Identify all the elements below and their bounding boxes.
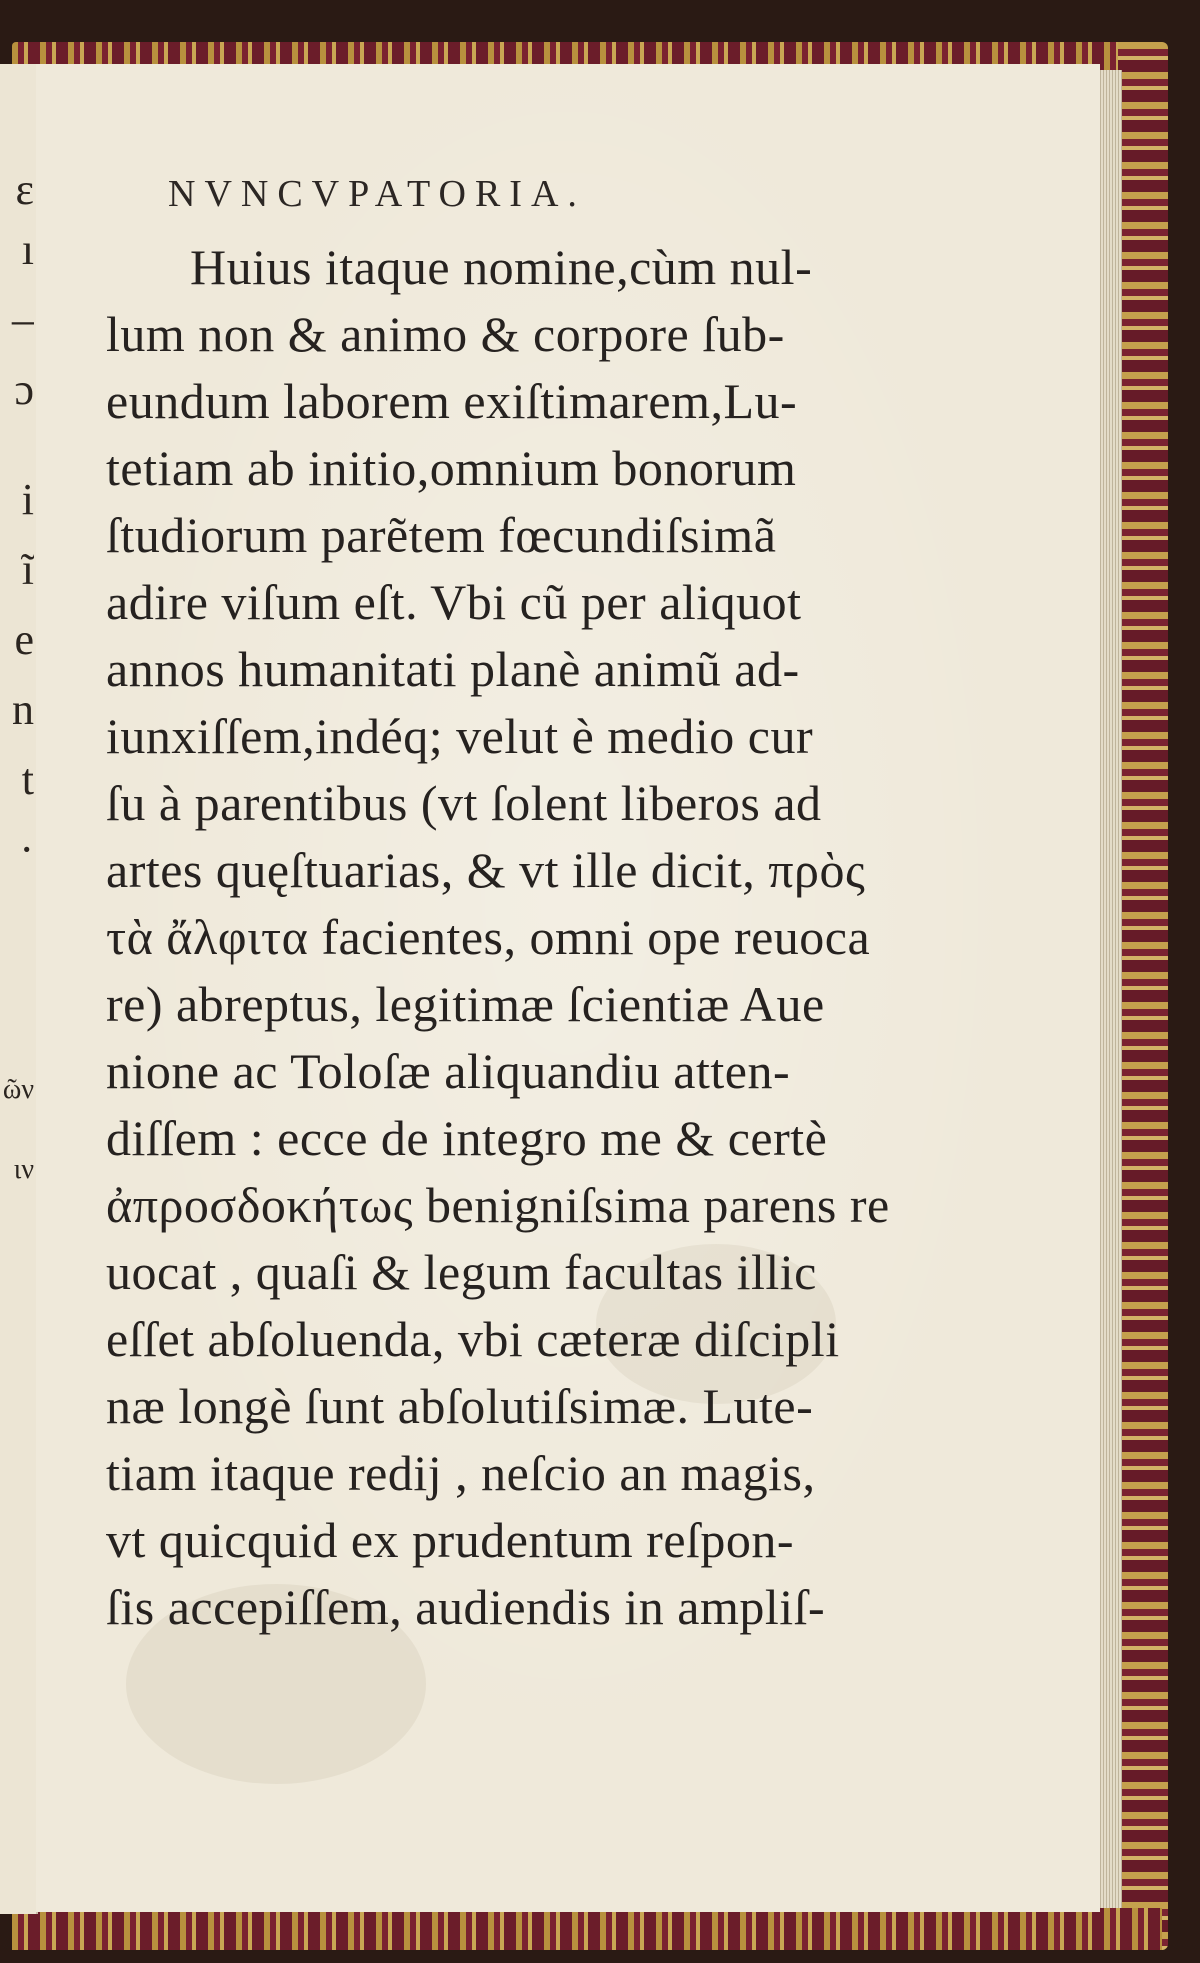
- printed-page: [36, 64, 1100, 1912]
- text-line: τὰ ἄλφιτα facientes, omni ope reuoca: [106, 909, 871, 965]
- text-line: tiam itaque redij , neſcio an magis,: [106, 1445, 816, 1501]
- facing-page-fragment: ɛ: [15, 165, 34, 214]
- text-line: eſſet abſoluenda, vbi cæteræ diſcipli: [106, 1311, 840, 1367]
- page-edges: [1098, 70, 1122, 1908]
- text-line: ἀπροσδοκήτως benigniſsima parens re: [106, 1177, 890, 1233]
- text-line: uocat , quaſi & legum facultas illic: [106, 1244, 817, 1300]
- facing-page-fragment: ·: [19, 825, 34, 874]
- gilt-binding-right: [1118, 42, 1168, 1950]
- text-line: nione ac Toloſæ aliquandiu atten-: [106, 1043, 791, 1099]
- text-line: diſſem : ecce de integro me & certè: [106, 1110, 828, 1166]
- body-text: [106, 234, 966, 1641]
- text-line: artes quęſtuarias, & vt ille dicit, πρὸς: [106, 842, 866, 898]
- text-line: annos humanitati planè animũ ad-: [106, 641, 800, 697]
- facing-page-fragment: n: [12, 685, 34, 734]
- text-line: tetiam ab initio,omnium bonorum: [106, 440, 797, 496]
- text-line: næ longè ſunt abſolutiſsimæ. Lute-: [106, 1378, 814, 1434]
- facing-page-fragment: ιν: [13, 1154, 34, 1185]
- running-head: NVNCVPATORIA.: [168, 173, 586, 215]
- facing-page-fragment: i: [21, 475, 34, 524]
- facing-page-fragment: ῶν: [2, 1074, 34, 1105]
- facing-page-fragment: –: [12, 295, 34, 344]
- facing-page-fragment: ɔ: [14, 365, 34, 414]
- text-line: adire viſum eſt. Vbi cũ per aliquot: [106, 574, 802, 630]
- facing-page-fragment: ı: [21, 225, 34, 274]
- text-line: ſu à parentibus (vt ſolent liberos ad: [106, 775, 822, 831]
- facing-page-fragment: t: [21, 755, 34, 804]
- text-line: Huius itaque nomine,cùm nul-: [190, 239, 813, 295]
- facing-page-fragment: e: [14, 615, 34, 664]
- gilt-binding-bottom: [12, 1908, 1162, 1950]
- text-line: vt quicquid ex prudentum reſpon-: [106, 1512, 795, 1568]
- text-line: ſis accepiſſem, audiendis in ampliſ-: [106, 1579, 826, 1635]
- facing-page-fragment: ĩ: [21, 545, 34, 594]
- text-line: lum non & animo & corpore ſub-: [106, 306, 785, 362]
- text-line: iunxiſſem,indéq; velut è medio cur: [106, 708, 814, 764]
- facing-page-edge: [0, 64, 38, 1914]
- text-line: eundum laborem exiſtimarem,Lu-: [106, 373, 798, 429]
- text-line: re) abreptus, legitimæ ſcientiæ Aue: [106, 976, 825, 1032]
- text-line: ſtudiorum parẽtem fœcundiſsimã: [106, 507, 777, 563]
